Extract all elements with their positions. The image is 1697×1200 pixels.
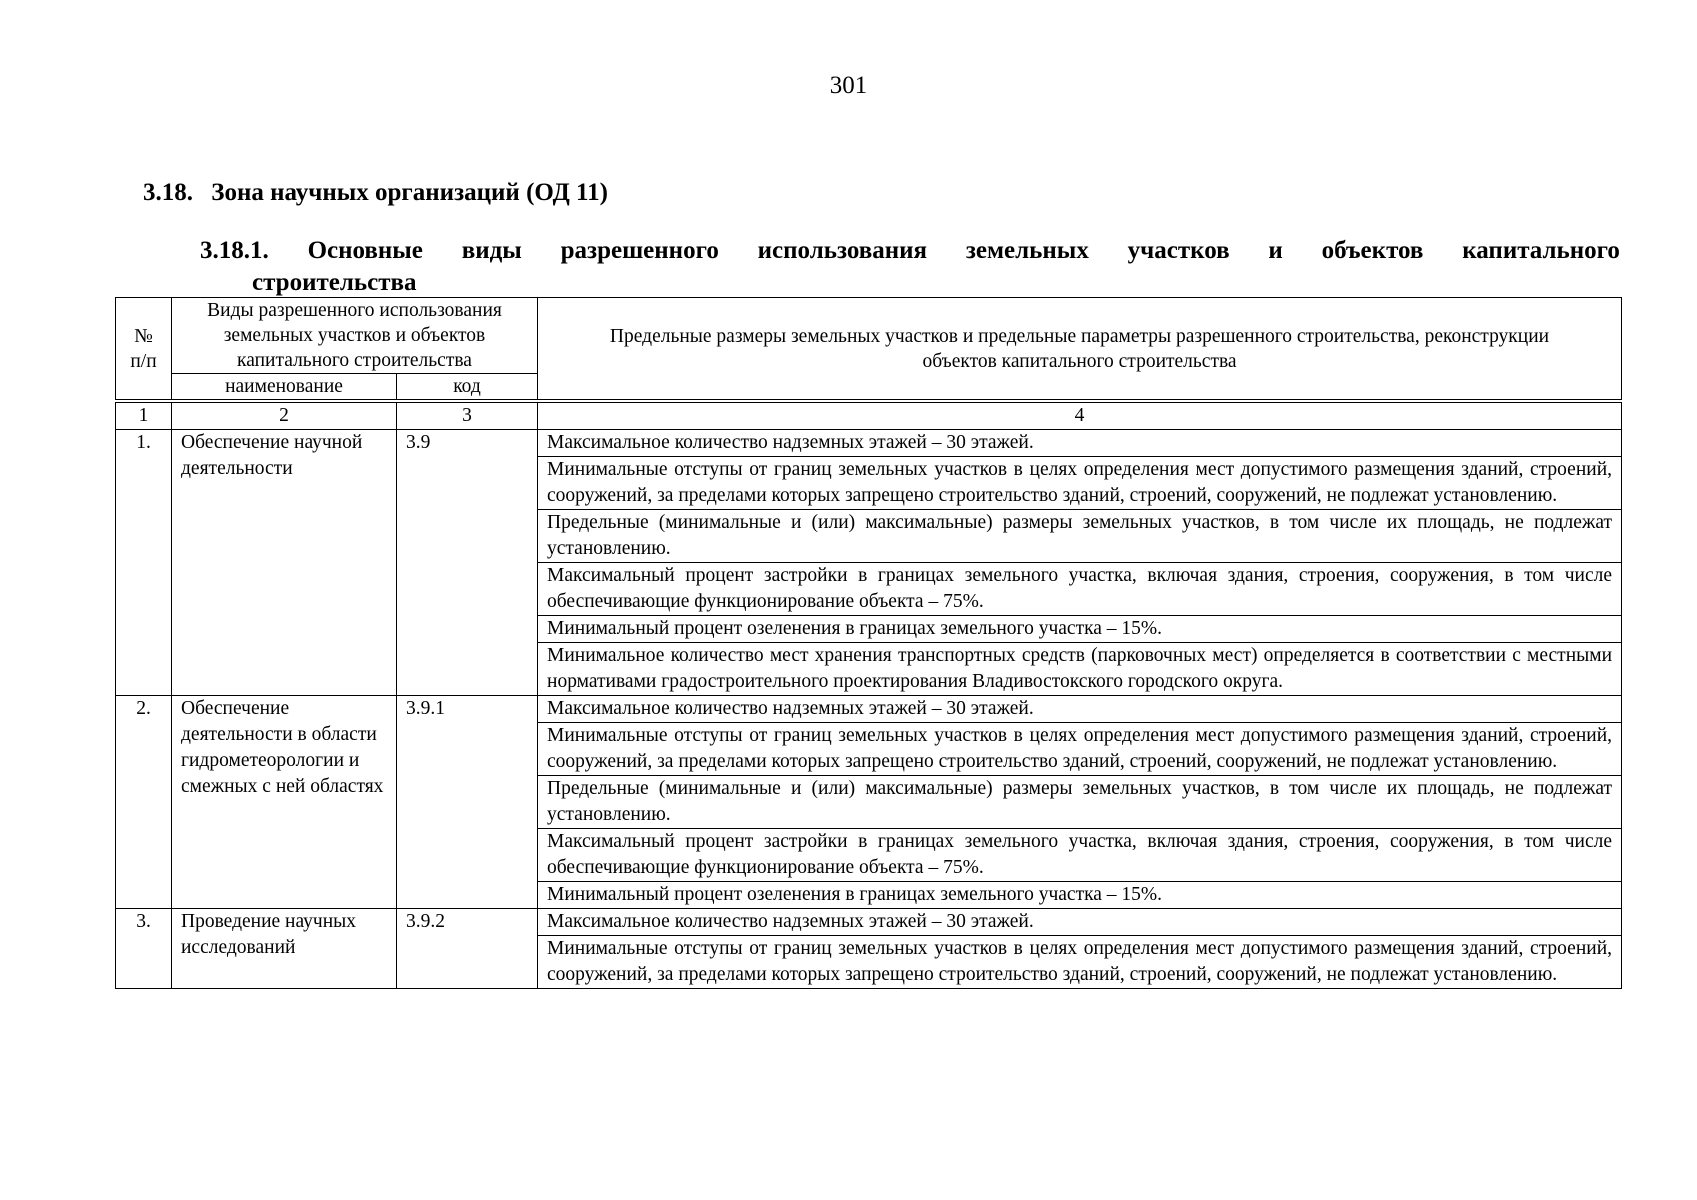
subsection-title-word: виды bbox=[461, 237, 522, 264]
header-num-cell: № п/п bbox=[116, 298, 172, 402]
section-number: 3.18. bbox=[143, 179, 193, 206]
parameter-cell: Предельные (минимальные и (или) максимальные) размеры земельных участков, в том числе их площадь, не подлежат установлению. bbox=[538, 776, 1622, 829]
parameter-cell: Предельные (минимальные и (или) максимальные) размеры земельных участков, в том числе их площадь, не подлежат установлению. bbox=[538, 510, 1622, 563]
subsection-title-line1 bbox=[200, 235, 1620, 267]
parameter-cell: Минимальные отступы от границ земельных участков в целях определения мест допустимого размещения зданий, строений, сооружений, за пределами которых запрещено строительство зданий, строений, сооружений, не подлежат установлению. bbox=[538, 936, 1622, 989]
subsection-title-word: разрешенного bbox=[560, 237, 719, 264]
use-name-cell: Проведение научных исследований bbox=[172, 909, 397, 989]
parameter-cell: Максимальное количество надземных этажей – 30 этажей. bbox=[538, 430, 1622, 457]
row-number-cell: 3. bbox=[116, 909, 172, 989]
parameter-cell: Минимальные отступы от границ земельных участков в целях определения мест допустимого размещения зданий, строений, сооружений, за пределами которых запрещено строительство зданий, строений, сооружений, не подлежат установлению. bbox=[538, 723, 1622, 776]
table-header-row bbox=[116, 298, 1622, 374]
column-number-cell: 2 bbox=[172, 401, 397, 430]
parameter-cell: Минимальные отступы от границ земельных участков в целях определения мест допустимого размещения зданий, строений, сооружений, за пределами которых запрещено строительство зданий, строений, сооружений, не подлежат установлению. bbox=[538, 457, 1622, 510]
subsection-title-word: земельных bbox=[965, 237, 1089, 264]
use-name-cell: Обеспечение научной деятельности bbox=[172, 430, 397, 696]
subsection-title-word: объектов bbox=[1321, 237, 1424, 264]
column-number-cell: 4 bbox=[538, 401, 1622, 430]
parameter-cell: Максимальное количество надземных этажей – 30 этажей. bbox=[538, 696, 1622, 723]
row-number-cell: 2. bbox=[116, 696, 172, 909]
parameter-cell: Минимальный процент озеленения в границах земельного участка – 15%. bbox=[538, 616, 1622, 643]
column-number-cell: 3 bbox=[397, 401, 538, 430]
parameter-cell: Максимальный процент застройки в границах земельного участка, включая здания, строения, сооружения, в том числе обеспечивающие функционирование объекта – 75%. bbox=[538, 563, 1622, 616]
subsection-title-word: и bbox=[1268, 237, 1283, 264]
header-kinds-cell: Виды разрешенного использования земельных участков и объектов капитального строительства bbox=[172, 298, 538, 374]
subsection-number: 3.18.1. bbox=[200, 237, 269, 264]
table-row bbox=[116, 430, 1622, 457]
section-title-text: Зона научных организаций (ОД 11) bbox=[211, 179, 609, 206]
parameter-cell: Минимальный процент озеленения в границах земельного участка – 15%. bbox=[538, 882, 1622, 909]
parameter-cell: Максимальное количество надземных этажей – 30 этажей. bbox=[538, 909, 1622, 936]
header-name-cell: наименование bbox=[172, 374, 397, 402]
subsection-title-word: капитального bbox=[1462, 237, 1620, 264]
subsection-title-word: участков bbox=[1127, 237, 1230, 264]
subsection-title bbox=[200, 235, 1620, 299]
parameter-cell: Минимальное количество мест хранения транспортных средств (парковочных мест) определяется в соответствии с местными нормативами градостроительного проектирования Владивостокского городского округа. bbox=[538, 643, 1622, 696]
subsection-title-word: Основные bbox=[307, 237, 423, 264]
header-code-cell: код bbox=[397, 374, 538, 402]
parameter-cell: Максимальный процент застройки в границах земельного участка, включая здания, строения, сооружения, в том числе обеспечивающие функционирование объекта – 75%. bbox=[538, 829, 1622, 882]
table-row bbox=[116, 909, 1622, 936]
subsection-title-line2: строительства bbox=[252, 269, 417, 296]
table-row bbox=[116, 696, 1622, 723]
subsection-title-word: использования bbox=[757, 237, 928, 264]
use-name-cell: Обеспечение деятельности в области гидрометеорологии и смежных с ней областях bbox=[172, 696, 397, 909]
column-number-cell: 1 bbox=[116, 401, 172, 430]
page-number: 301 bbox=[829, 72, 868, 99]
regulations-table bbox=[115, 297, 1622, 989]
use-code-cell: 3.9 bbox=[397, 430, 538, 696]
use-code-cell: 3.9.1 bbox=[397, 696, 538, 909]
column-number-row bbox=[116, 401, 1622, 430]
header-params-cell: Предельные размеры земельных участков и предельные параметры разрешенного строительства, реконструкции объектов капитального строительства bbox=[538, 298, 1622, 402]
use-code-cell: 3.9.2 bbox=[397, 909, 538, 989]
row-number-cell: 1. bbox=[116, 430, 172, 696]
section-title bbox=[143, 179, 608, 207]
